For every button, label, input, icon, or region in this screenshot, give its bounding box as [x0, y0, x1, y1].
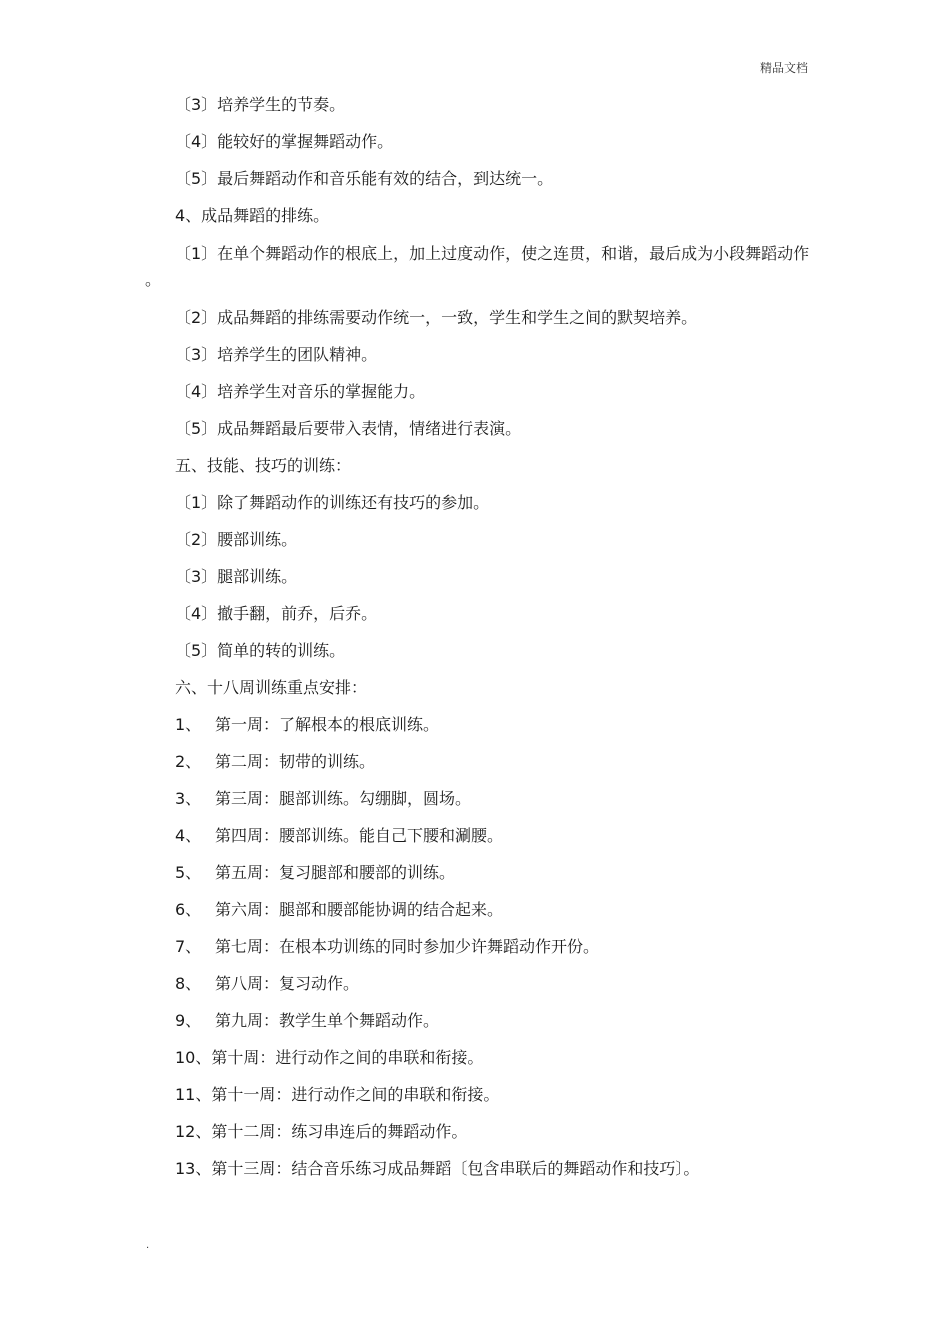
week-number: 2、 — [175, 752, 202, 771]
week-item — [145, 787, 810, 811]
week-number: 8、 — [175, 974, 202, 993]
page-header: 精品文档 — [759, 61, 808, 75]
week-number: 4、 — [175, 826, 202, 845]
week-number: 1、 — [175, 715, 202, 734]
week-item — [145, 1083, 810, 1107]
week-item — [145, 750, 810, 774]
week-item — [145, 861, 810, 885]
section-heading: 六、十八周训练重点安排： — [175, 678, 368, 697]
week-text: 第四周：腰部训练。能自己下腰和涮腰。 — [215, 826, 504, 845]
week-item — [145, 824, 810, 848]
paragraph: 〔4〕培养学生对音乐的掌握能力。 — [175, 382, 426, 401]
week-number: 5、 — [175, 863, 202, 882]
section-heading: 五、技能、技巧的训练： — [175, 456, 352, 475]
paragraph: 〔4〕撤手翻，前乔，后乔。 — [175, 604, 378, 623]
paragraph: 〔5〕成品舞蹈最后要带入表情，情绪进行表演。 — [175, 419, 522, 438]
paragraph: 〔3〕培养学生的团队精神。 — [175, 345, 378, 364]
week-text: 第七周：在根本功训练的同时参加少许舞蹈动作开份。 — [215, 937, 600, 956]
week-text: 第五周：复习腿部和腰部的训练。 — [215, 863, 456, 882]
week-item — [145, 972, 810, 996]
week-item — [145, 935, 810, 959]
week-text: 第十二周：练习串连后的舞蹈动作。 — [211, 1122, 468, 1141]
week-number: 11、 — [175, 1085, 212, 1104]
week-text: 第三周：腿部训练。勾绷脚，圆场。 — [215, 789, 472, 808]
week-number: 7、 — [175, 937, 202, 956]
week-number: 12、 — [175, 1122, 212, 1141]
week-number: 6、 — [175, 900, 202, 919]
paragraph: 〔3〕腿部训练。 — [175, 567, 298, 586]
week-text: 第八周：复习动作。 — [215, 974, 360, 993]
paragraph: 〔3〕培养学生的节奏。 — [175, 95, 346, 114]
paragraph: 〔2〕腰部训练。 — [175, 530, 298, 549]
paragraph: 〔2〕成品舞蹈的排练需要动作统一，一致，学生和学生之间的默契培养。 — [175, 308, 698, 327]
week-item — [145, 1157, 810, 1181]
week-item — [145, 1120, 810, 1144]
week-text: 第九周：教学生单个舞蹈动作。 — [215, 1011, 440, 1030]
document-body — [145, 93, 810, 1194]
paragraph: 〔1〕在单个舞蹈动作的根底上，加上过度动作，使之连贯，和谐，最后成为小段舞蹈动作 。 — [145, 244, 810, 289]
week-text: 第十周：进行动作之间的串联和衔接。 — [211, 1048, 484, 1067]
week-text: 第十三周：结合音乐练习成品舞蹈〔包含串联后的舞蹈动作和技巧〕。 — [211, 1159, 700, 1178]
week-item — [145, 713, 810, 737]
week-text: 第六周：腿部和腰部能协调的结合起来。 — [215, 900, 504, 919]
footer-mark: . — [146, 1240, 150, 1251]
week-item — [145, 1009, 810, 1033]
week-text: 第二周：韧带的训练。 — [215, 752, 376, 771]
paragraph: 〔4〕能较好的掌握舞蹈动作。 — [175, 132, 394, 151]
week-item — [145, 1046, 810, 1070]
week-text: 第十一周：进行动作之间的串联和衔接。 — [211, 1085, 500, 1104]
paragraph: 〔5〕简单的转的训练。 — [175, 641, 346, 660]
section-heading: 4、成品舞蹈的排练。 — [175, 206, 330, 225]
week-number: 13、 — [175, 1159, 212, 1178]
week-item — [145, 898, 810, 922]
week-text: 第一周：了解根本的根底训练。 — [215, 715, 440, 734]
week-number: 3、 — [175, 789, 202, 808]
paragraph: 〔5〕最后舞蹈动作和音乐能有效的结合，到达统一。 — [175, 169, 554, 188]
paragraph: 〔1〕除了舞蹈动作的训练还有技巧的参加。 — [175, 493, 490, 512]
week-number: 10、 — [175, 1048, 212, 1067]
week-number: 9、 — [175, 1011, 202, 1030]
